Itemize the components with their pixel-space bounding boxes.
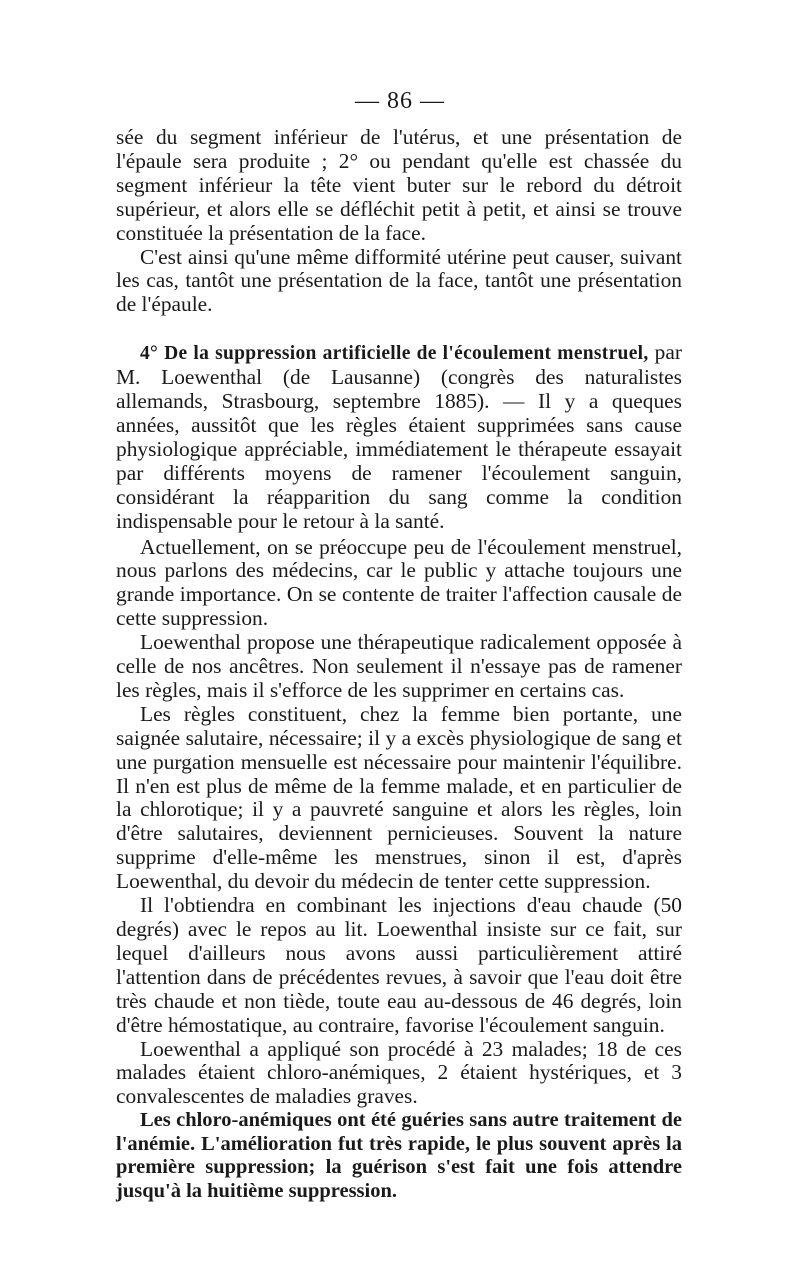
paragraph-continuation: sée du segment inférieur de l'utérus, et une présentation de l'épaule sera produite ; 2° ou pendant qu'elle est chassée du segment inférieur la tête vient buter sur le rebord du détroit supérieur, et alors elle se défléchit petit à petit, et ainsi se trouve constituée la présentation de la face. — [116, 125, 682, 245]
paragraph: Actuellement, on se préoccupe peu de l'écoulement menstruel, nous parlons des médecins, car le public y attache toujours une grande importance. On se contente de traiter l'affection causale de cette suppression. — [116, 534, 682, 631]
section-intro: par M. Loewenthal (de Lausanne) (congrès des naturalistes allemands, Strasbourg, septembre 1885). — Il y a queques années, aussitôt que les règles étaient supprimées sans cause physiologique appréciable, immédiatement le thérapeute essayait par différents moyens de ramener l'écoulement sanguin, considérant la réapparition du sang comme la condition indispensable pour le retour à la santé. — [116, 340, 682, 533]
paragraph: Il l'obtiendra en combinant les injections d'eau chaude (50 degrés) avec le repos au lit. Loewenthal insiste sur ce fait, sur lequel d'ailleurs nous avons aussi particulièrement attiré l'attention dans de précédentes revues, à savoir que l'eau doit être très chaude et non tiède, toute eau au-dessous de 46 degrés, loin d'être hémostatique, au contraire, favorise l'écoulement sanguin. — [116, 893, 682, 1037]
paragraph: Loewenthal a appliqué son procédé à 23 malades; 18 de ces malades étaient chloro-anémiques, 2 étaient hystériques, et 3 convalescentes de maladies graves. — [116, 1036, 682, 1109]
paragraph: Loewenthal propose une thérapeutique radicalement opposée à celle de nos ancêtres. Non seulement il n'essaye pas de ramener les règles, mais il s'efforce de les supprimer en certains cas. — [116, 630, 682, 702]
paragraph: C'est ainsi qu'une même difformité utérine peut causer, suivant les cas, tantôt une présentation de la face, tantôt une présentation de l'épaule. — [116, 244, 682, 317]
page-body — [116, 126, 682, 1203]
section-paragraph — [116, 341, 682, 533]
page-number: — 86 — — [355, 88, 445, 114]
section-heading: 4° De la suppression artificielle de l'écoulement menstruel, — [140, 343, 649, 365]
paragraph: Les chloro-anémiques ont été guéries sans autre traitement de l'anémie. L'amélioration fut très rapide, le plus souvent après la première suppression; la guérison s'est fait une fois attendre jusqu'à la huitième suppression. — [116, 1109, 682, 1202]
paragraph: Les règles constituent, chez la femme bien portante, une saignée salutaire, nécessaire; il y a excès physiologique de sang et une purgation mensuelle est nécessaire pour maintenir l'équilibre. Il n'en est plus de même de la femme malade, et en particulier de la chlorotique; il y a pauvreté sanguine et alors les règles, loin d'être salutaires, deviennent pernicieuses. Souvent la nature supprime d'elle-même les menstrues, sinon il est, d'après Loewenthal, du devoir du médecin de tenter cette suppression. — [116, 701, 682, 894]
